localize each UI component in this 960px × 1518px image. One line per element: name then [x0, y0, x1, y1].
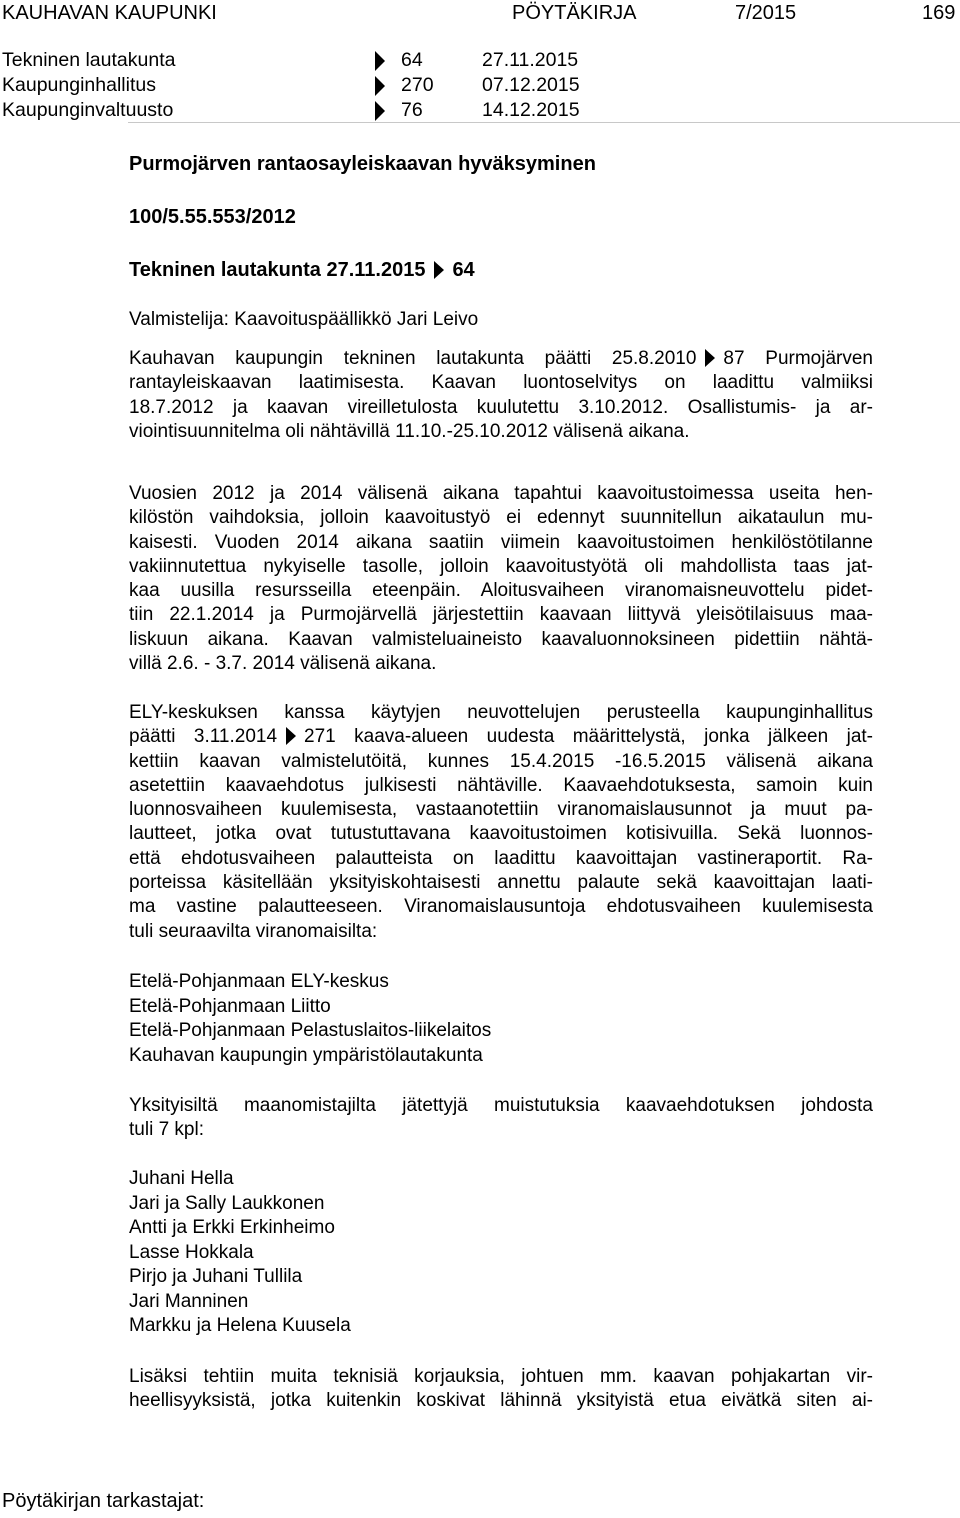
paragraph-line: tuli seuraavilta viranomaisilta:: [129, 920, 378, 942]
paragraph-line: rantayleiskaavan laatimisesta. Kaavan luontoselvitys on laadittu valmiiksi: [129, 372, 873, 394]
section-arrow-icon: [372, 101, 386, 121]
paragraph-line: porteissa käsitellään yksityiskohtaisesti annettu palaute sekä kaavoittajan laati-: [129, 872, 873, 894]
paragraph-line: heellisyyksistä, jotka kuitenkin koskivat lähinnä yksityistä etua eivätkä siten ai-: [129, 1390, 873, 1412]
section-heading-prefix: Tekninen lautakunta 27.11.2015: [129, 259, 426, 281]
paragraph-line: kaisesti. Vuoden 2014 aikana saatiin viimein kaavoitustoimen henkilöstötilanne: [129, 531, 873, 553]
list-item: Etelä-Pohjanmaan Pelastuslaitos-liikelaitos: [129, 1020, 492, 1041]
paragraph-2: [129, 482, 873, 676]
paragraph-line: tiin 22.1.2014 ja Purmojärvellä järjestettiin kaavaan liittyvä yleisötilaisuus maa-: [129, 604, 873, 626]
meeting-number: 64: [401, 49, 423, 71]
meeting-body: Tekninen lautakunta: [2, 49, 176, 71]
meeting-number: 76: [401, 99, 423, 121]
header-doc-type: PÖYTÄKIRJA: [512, 2, 637, 24]
paragraph-line: liskuun aikana. Kaavan valmisteluaineisto kaavaluonnoksineen pidettiin nähtä-: [129, 628, 873, 650]
list-item: Etelä-Pohjanmaan Liitto: [129, 995, 331, 1017]
paragraph-line: Yksityisiltä maanomistajilta jätettyjä muistutuksia kaavaehdotuksen johdosta: [129, 1095, 873, 1116]
list-item: Markku ja Helena Kuusela: [129, 1315, 351, 1336]
paragraph-line: että ehdotusvaiheen palautteista on laadittu kaavoittajan vastineraportit. Ra-: [129, 847, 873, 869]
file-number: 100/5.55.553/2012: [129, 206, 296, 228]
landowners-list: [129, 1167, 351, 1339]
section-arrow-icon: [431, 261, 445, 279]
section-arrow-icon: [702, 349, 716, 367]
paragraph-line: ma vastine palautteeseen. Viranomaislausuntoja ehdotusvaiheen kuulemisesta: [129, 896, 873, 918]
authorities-list: [129, 970, 491, 1068]
list-item: Etelä-Pohjanmaan ELY-keskus: [129, 971, 389, 992]
document-title: Purmojärven rantaosayleiskaavan hyväksyminen: [129, 153, 596, 175]
paragraph-line: kaa uusilla resursseilla eteenpäin. Aloitusvaiheen viranomaisneuvottelu pidet-: [129, 580, 873, 602]
paragraph-line: lautteet, jotka ovat tutustuttavana kaavoitustoimen kotisivuilla. Sekä luonnos-: [129, 823, 873, 845]
list-item: Kauhavan kaupungin ympäristölautakunta: [129, 1044, 483, 1066]
section-arrow-icon: [283, 727, 297, 745]
meeting-body: Kaupunginhallitus: [2, 74, 156, 96]
meeting-date: 14.12.2015: [482, 99, 580, 121]
section-arrow-icon: [372, 76, 386, 96]
paragraph-line: päätti 3.11.2014 271 kaava-alueen uudesta määrittelystä, jonka jälkeen jat-: [129, 726, 873, 748]
paragraph-line: viointisuunnitelma oli nähtävillä 11.10.-25.10.2012 välisenä aikana.: [129, 420, 690, 442]
section-heading-number: 64: [452, 259, 475, 281]
list-item: Antti ja Erkki Erkinheimo: [129, 1217, 335, 1238]
list-item: Pirjo ja Juhani Tullila: [129, 1266, 303, 1287]
paragraph-line: kettiin kaavan valmistelutöitä, kunnes 15.4.2015 -16.5.2015 välisenä aikana: [129, 750, 873, 772]
meeting-body: Kaupunginvaltuusto: [2, 99, 174, 121]
paragraph-3: [129, 701, 873, 944]
meeting-date: 07.12.2015: [482, 74, 580, 96]
paragraph-1: [129, 347, 873, 444]
meeting-number: 270: [401, 74, 434, 96]
section-heading: [129, 259, 475, 282]
paragraph-line: asetettiin kaavaehdotus julkisesti nähtäville. Kaavaehdotuksesta, samoin kuin: [129, 774, 873, 796]
header-issue: 7/2015: [735, 2, 797, 24]
meeting-date: 27.11.2015: [482, 49, 579, 71]
header-city: KAUHAVAN KAUPUNKI: [2, 2, 217, 24]
footer-reviewers-label: Pöytäkirjan tarkastajat:: [2, 1490, 205, 1512]
paragraph-5: [129, 1365, 873, 1414]
paragraph-line: Vuosien 2012 ja 2014 välisenä aikana tapahtui kaavoitustoimessa useita hen-: [129, 483, 873, 504]
list-item: Lasse Hokkala: [129, 1241, 254, 1263]
paragraph-line: 18.7.2012 ja kaavan vireilletulosta kuulutettu 3.10.2012. Osallistumis- ja ar-: [129, 396, 873, 418]
preparer: Valmistelija: Kaavoituspäällikkö Jari Leivo: [129, 309, 479, 330]
header-page-number: 169: [922, 2, 956, 24]
paragraph-line: tuli 7 kpl:: [129, 1119, 204, 1141]
paragraph-line: kilöstön vaihdoksia, jolloin kaavoitustyö ei edennyt suunnitellun aikataulun mu-: [129, 507, 873, 529]
paragraph-line: vakiinnutettua nykyiselle tasolle, jolloin kaavoitustyötä oli mahdollista taas jat-: [129, 555, 873, 577]
paragraph-line: ELY-keskuksen kanssa käytyjen neuvottelujen perusteella kaupunginhallitus: [129, 702, 873, 723]
header-divider: [128, 122, 960, 123]
section-arrow-icon: [372, 51, 386, 71]
list-item: Jari ja Sally Laukkonen: [129, 1192, 325, 1214]
paragraph-line: Lisäksi tehtiin muita teknisiä korjauksia, johtuen mm. kaavan pohjakartan vir-: [129, 1366, 873, 1387]
paragraph-4: [129, 1094, 873, 1143]
list-item: Jari Manninen: [129, 1290, 249, 1312]
paragraph-line: villä 2.6. - 3.7. 2014 välisenä aikana.: [129, 653, 437, 675]
paragraph-line: Kauhavan kaupungin tekninen lautakunta päätti 25.8.2010 87 Purmojärven: [129, 348, 873, 369]
paragraph-line: luonnosvaiheen kuulemisesta, vastaanotettiin viranomaislausunnot ja muut pa-: [129, 799, 873, 821]
list-item: Juhani Hella: [129, 1168, 234, 1189]
